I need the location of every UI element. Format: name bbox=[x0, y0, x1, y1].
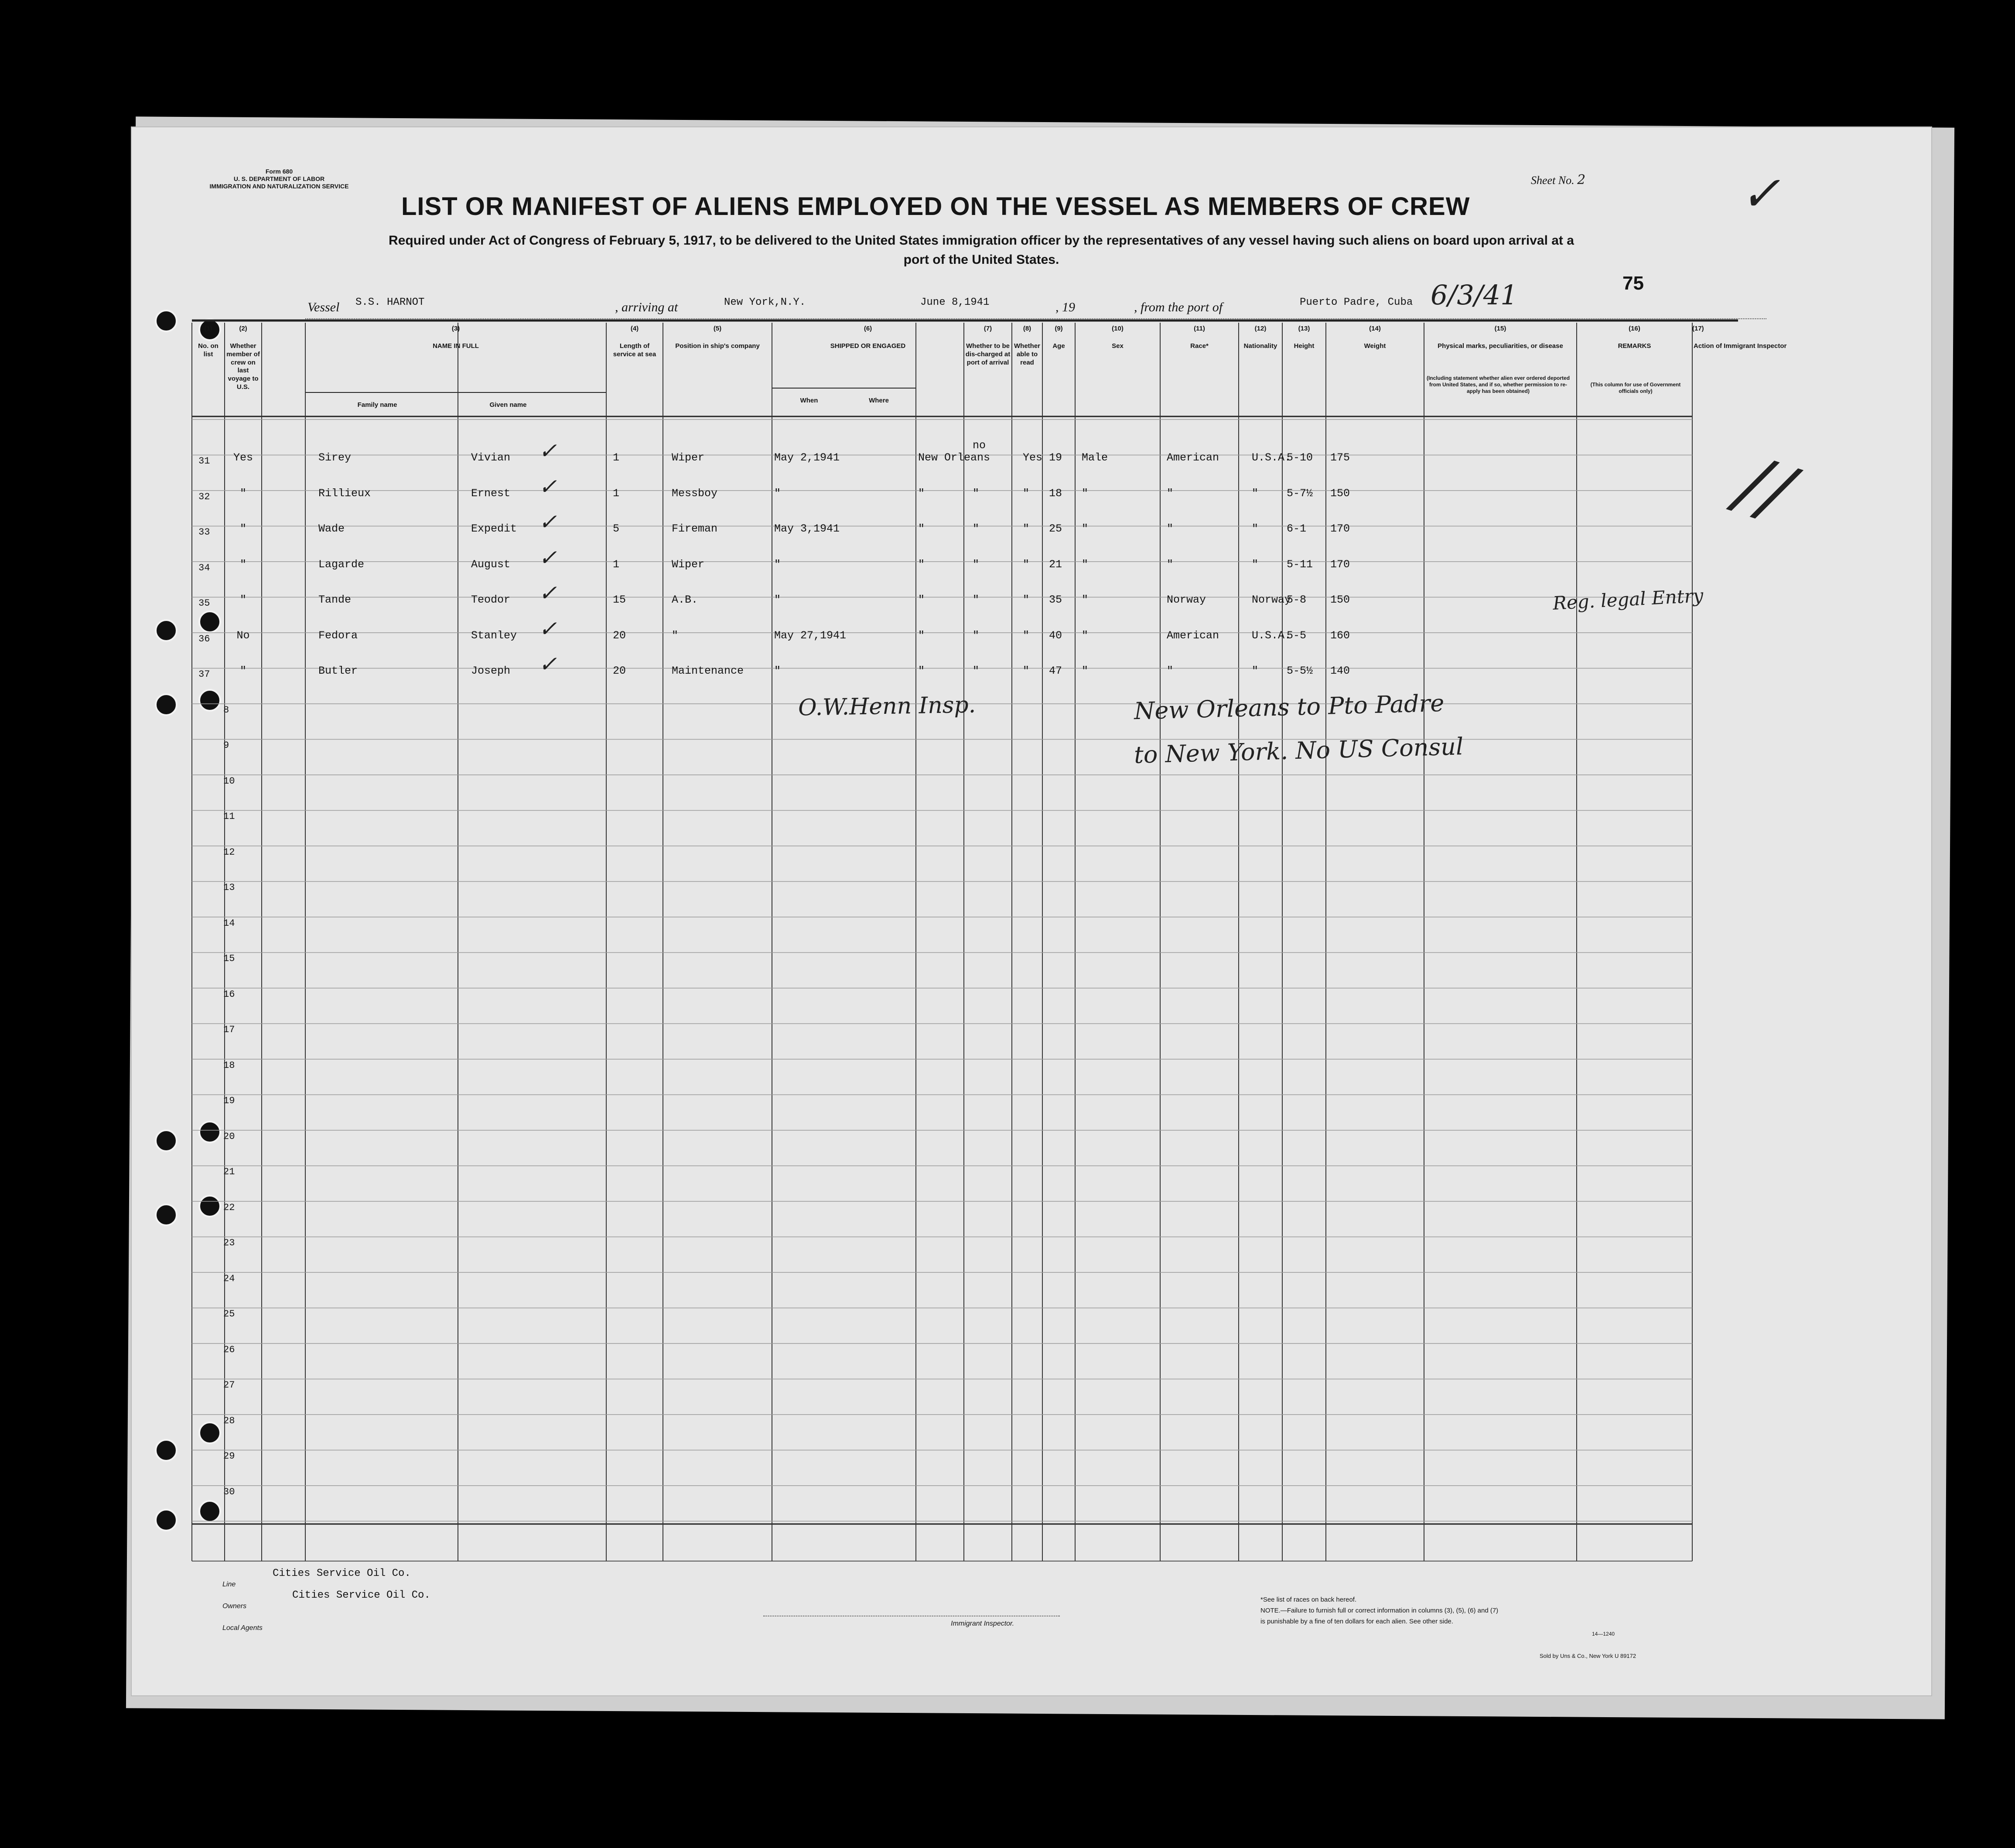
row-number: 34 bbox=[198, 562, 210, 573]
column-number: (12) bbox=[1254, 325, 1267, 332]
remarks-note: (Including statement whether alien ever ordered deported from United States, and if so, whether permission to re-apply has been obtained) bbox=[1426, 375, 1570, 394]
column-number: (3) bbox=[451, 325, 460, 332]
length-of-service: 1 bbox=[613, 451, 620, 464]
column-header: Action of Immigrant Inspector bbox=[1694, 342, 1787, 350]
empty-row-number: 14 bbox=[223, 917, 235, 929]
from-label: , from the port of bbox=[1134, 300, 1223, 314]
sex: " bbox=[1082, 487, 1089, 500]
row-number: 36 bbox=[198, 633, 210, 644]
empty-row-number: 15 bbox=[223, 953, 235, 964]
column-number: (11) bbox=[1194, 325, 1205, 332]
where-subhead: Where bbox=[869, 397, 889, 404]
handwritten-date: 6/3/41 bbox=[1431, 279, 1518, 311]
family-name: Rillieux bbox=[318, 487, 371, 500]
empty-row-number: 13 bbox=[223, 882, 235, 893]
owners-label: Owners bbox=[222, 1603, 247, 1610]
route-note-line-2: to New York. No US Consul bbox=[1134, 733, 1464, 769]
check-mark-icon: ✓ bbox=[539, 438, 557, 464]
family-name-subhead: Family name bbox=[357, 401, 397, 409]
column-header: Height bbox=[1294, 342, 1315, 350]
length-of-service: 1 bbox=[613, 487, 620, 500]
crew-last-voyage: Yes bbox=[233, 451, 253, 464]
column-number: (2) bbox=[239, 325, 247, 332]
family-name: Wade bbox=[318, 522, 345, 535]
form-number: Form 680 bbox=[265, 168, 293, 175]
age: 21 bbox=[1049, 558, 1062, 571]
owners-value: Cities Service Oil Co. bbox=[292, 1589, 430, 1601]
weight: 170 bbox=[1330, 558, 1350, 571]
check-mark-icon: ✓ bbox=[539, 474, 557, 499]
print-code: 14—1240 bbox=[1592, 1631, 1615, 1637]
subtitle-line-2: port of the United States. bbox=[903, 252, 1059, 267]
when-subhead: When bbox=[800, 397, 818, 404]
given-name: Teodor bbox=[471, 593, 511, 606]
empty-row-number: 25 bbox=[223, 1309, 235, 1320]
height: 6-1 bbox=[1287, 522, 1307, 535]
seller-imprint: Sold by Uns & Co., New York U 89172 bbox=[1540, 1653, 1636, 1659]
length-of-service: 5 bbox=[613, 522, 620, 535]
empty-row-number: 29 bbox=[223, 1451, 235, 1462]
department: U. S. DEPARTMENT OF LABOR bbox=[233, 175, 325, 182]
crew-last-voyage: No bbox=[236, 629, 250, 642]
able-to-read: Yes bbox=[1023, 451, 1043, 464]
column-number: (16) bbox=[1629, 325, 1640, 332]
tally-mark: // bbox=[1728, 439, 1803, 537]
column-number: (8) bbox=[1023, 325, 1031, 332]
race: " bbox=[1167, 487, 1174, 500]
inspector-label: Immigrant Inspector. bbox=[951, 1620, 1014, 1627]
discharged: no bbox=[973, 439, 986, 452]
able-to-read: " bbox=[1023, 487, 1030, 500]
empty-row-number: 9 bbox=[223, 740, 229, 751]
nationality: U.S.A. bbox=[1252, 451, 1291, 464]
row-number: 31 bbox=[198, 456, 210, 467]
family-name: Lagarde bbox=[318, 558, 365, 571]
remark-legal-entry: Reg. legal Entry bbox=[1552, 584, 1704, 614]
sex: " bbox=[1082, 522, 1089, 535]
crew-last-voyage: " bbox=[239, 522, 246, 535]
position: Messboy bbox=[672, 487, 718, 500]
row-number: 37 bbox=[198, 669, 210, 680]
race: " bbox=[1167, 665, 1174, 677]
given-name: Stanley bbox=[471, 629, 517, 642]
able-to-read: " bbox=[1023, 522, 1030, 535]
line-label: Line bbox=[222, 1581, 236, 1588]
empty-row-number: 12 bbox=[223, 846, 235, 858]
column-header: REMARKS bbox=[1618, 342, 1651, 350]
action-note: (This column for use of Government officials only) bbox=[1590, 382, 1681, 394]
column-header: Whether member of crew on last voyage to U.S. bbox=[226, 342, 260, 391]
shipped-where: New Orleans bbox=[918, 451, 990, 464]
discharged: " bbox=[973, 522, 980, 535]
column-header: Physical marks, peculiarities, or disease bbox=[1438, 342, 1563, 350]
check-mark-icon: ✓ bbox=[539, 616, 557, 641]
weight: 175 bbox=[1330, 451, 1350, 464]
weight: 150 bbox=[1330, 593, 1350, 606]
position: Wiper bbox=[672, 558, 705, 571]
height: 5-5½ bbox=[1287, 665, 1313, 677]
empty-row-number: 26 bbox=[223, 1344, 235, 1355]
height: 5-10 bbox=[1287, 451, 1313, 464]
race: Norway bbox=[1167, 593, 1206, 606]
note-failure: NOTE.—Failure to furnish full or correct information in columns (3), (5), (6) and (7) bbox=[1260, 1607, 1499, 1614]
column-number: (6) bbox=[864, 325, 872, 332]
column-number: (14) bbox=[1369, 325, 1381, 332]
column-header: Age bbox=[1052, 342, 1065, 350]
length-of-service: 20 bbox=[613, 665, 626, 677]
empty-row-number: 10 bbox=[223, 775, 235, 787]
length-of-service: 1 bbox=[613, 558, 620, 571]
column-number: (7) bbox=[984, 325, 992, 332]
check-mark-icon: ✓ bbox=[539, 509, 557, 535]
race: American bbox=[1167, 451, 1219, 464]
shipped-when: May 3,1941 bbox=[774, 522, 840, 535]
height: 5-5 bbox=[1287, 629, 1307, 642]
race: American bbox=[1167, 629, 1219, 642]
discharged: " bbox=[973, 629, 980, 642]
empty-row-number: 17 bbox=[223, 1024, 235, 1035]
nationality: U.S.A. bbox=[1252, 629, 1291, 642]
vessel-name: S.S. HARNOT bbox=[355, 297, 425, 308]
column-number: (10) bbox=[1112, 325, 1124, 332]
shipped-when: May 2,1941 bbox=[774, 451, 840, 464]
row-number: 32 bbox=[198, 491, 210, 502]
column-header: Length of service at sea bbox=[613, 342, 656, 358]
position: Wiper bbox=[672, 451, 705, 464]
empty-row-number: 21 bbox=[223, 1166, 235, 1177]
crew-last-voyage: " bbox=[239, 558, 246, 571]
discharged: " bbox=[973, 558, 980, 571]
empty-row-number: 22 bbox=[223, 1202, 235, 1213]
height: 5-7½ bbox=[1287, 487, 1313, 500]
family-name: Fedora bbox=[318, 629, 358, 642]
empty-row-number: 28 bbox=[223, 1415, 235, 1426]
weight: 150 bbox=[1330, 487, 1350, 500]
column-header: Whether to be dis-charged at port of arrival bbox=[965, 342, 1011, 366]
page-number: 75 bbox=[1622, 273, 1644, 294]
empty-row-number: 8 bbox=[223, 704, 229, 716]
sheet-label: Sheet No. bbox=[1531, 174, 1574, 187]
able-to-read: " bbox=[1023, 558, 1030, 571]
shipped-where: " bbox=[918, 487, 925, 500]
shipped-where: " bbox=[918, 629, 925, 642]
column-number: (1) bbox=[204, 325, 212, 332]
family-name: Tande bbox=[318, 593, 352, 606]
position: A.B. bbox=[672, 593, 698, 606]
position: Fireman bbox=[672, 522, 718, 535]
column-number: (13) bbox=[1298, 325, 1310, 332]
given-name: Ernest bbox=[471, 487, 511, 500]
arriving-port: New York,N.Y. bbox=[724, 297, 806, 308]
age: 25 bbox=[1049, 522, 1062, 535]
crew-last-voyage: " bbox=[239, 487, 246, 500]
subtitle-line-1: Required under Act of Congress of February 5, 1917, to be delivered to the United States immigration officer by the representatives of any vessel having such aliens on board upon arrival at a bbox=[389, 233, 1574, 248]
from-port: Puerto Padre, Cuba bbox=[1300, 297, 1413, 308]
position: Maintenance bbox=[672, 665, 744, 677]
column-header: Weight bbox=[1364, 342, 1386, 350]
note-fine: is punishable by a fine of ten dollars for each alien. See other side. bbox=[1260, 1618, 1453, 1625]
given-name: August bbox=[471, 558, 511, 571]
shipped-where: " bbox=[918, 522, 925, 535]
column-number: (4) bbox=[630, 325, 639, 332]
local-agents-label: Local Agents bbox=[222, 1624, 263, 1632]
empty-row-number: 27 bbox=[223, 1380, 235, 1391]
empty-row-number: 18 bbox=[223, 1060, 235, 1071]
family-name: Butler bbox=[318, 665, 358, 677]
shipped-where: " bbox=[918, 665, 925, 677]
sex: " bbox=[1082, 629, 1089, 642]
age: 47 bbox=[1049, 665, 1062, 677]
able-to-read: " bbox=[1023, 629, 1030, 642]
sex: Male bbox=[1082, 451, 1108, 464]
check-mark-icon: ✓ bbox=[539, 545, 557, 570]
able-to-read: " bbox=[1023, 665, 1030, 677]
given-name: Expedit bbox=[471, 522, 517, 535]
column-number: (15) bbox=[1494, 325, 1506, 332]
column-header: No. on list bbox=[198, 342, 219, 358]
age: 18 bbox=[1049, 487, 1062, 500]
empty-row-number: 11 bbox=[223, 811, 235, 822]
page-title: LIST OR MANIFEST OF ALIENS EMPLOYED ON THE VESSEL AS MEMBERS OF CREW bbox=[401, 192, 1470, 221]
age: 40 bbox=[1049, 629, 1062, 642]
column-number: (9) bbox=[1055, 325, 1063, 332]
able-to-read: " bbox=[1023, 593, 1030, 606]
discharged: " bbox=[973, 665, 980, 677]
sex: " bbox=[1082, 593, 1089, 606]
column-header: Race* bbox=[1190, 342, 1209, 350]
column-header: SHIPPED OR ENGAGED bbox=[830, 342, 906, 350]
column-header: Nationality bbox=[1243, 342, 1277, 350]
weight: 160 bbox=[1330, 629, 1350, 642]
column-number: (5) bbox=[713, 325, 722, 332]
shipped-when: May 27,1941 bbox=[774, 629, 847, 642]
family-name: Sirey bbox=[318, 451, 352, 464]
crew-last-voyage: " bbox=[239, 665, 246, 677]
arriving-label: , arriving at bbox=[615, 300, 678, 314]
sex: " bbox=[1082, 558, 1089, 571]
arrival-date: June 8,1941 bbox=[920, 297, 990, 308]
empty-row-number: 20 bbox=[223, 1131, 235, 1142]
weight: 170 bbox=[1330, 522, 1350, 535]
row-number: 35 bbox=[198, 598, 210, 609]
column-header: Position in ship's company bbox=[675, 342, 760, 350]
weight: 140 bbox=[1330, 665, 1350, 677]
check-mark-icon: ✓ bbox=[539, 580, 557, 606]
given-name-subhead: Given name bbox=[489, 401, 527, 409]
empty-row-number: 19 bbox=[223, 1095, 235, 1106]
shipped-when: " bbox=[774, 487, 781, 500]
discharged: " bbox=[973, 593, 980, 606]
length-of-service: 20 bbox=[613, 629, 626, 642]
line-value: Cities Service Oil Co. bbox=[273, 1568, 411, 1579]
height: 5-11 bbox=[1287, 558, 1313, 571]
position: " bbox=[672, 629, 679, 642]
length-of-service: 15 bbox=[613, 593, 626, 606]
shipped-when: " bbox=[774, 558, 781, 571]
vessel-label: Vessel bbox=[307, 300, 340, 314]
nationality: " bbox=[1252, 665, 1259, 677]
height: 5-8 bbox=[1287, 593, 1307, 606]
check-mark-icon: ✓ bbox=[539, 651, 557, 677]
inspector-signature: O.W.Henn Insp. bbox=[798, 692, 976, 721]
crew-last-voyage: " bbox=[239, 593, 246, 606]
service: IMMIGRATION AND NATURALIZATION SERVICE bbox=[209, 182, 349, 190]
column-header: Whether able to read bbox=[1014, 342, 1040, 366]
shipped-where: " bbox=[918, 593, 925, 606]
row-number: 33 bbox=[198, 527, 210, 538]
given-name: Vivian bbox=[471, 451, 511, 464]
empty-row-number: 16 bbox=[223, 989, 235, 1000]
shipped-when: " bbox=[774, 593, 781, 606]
nationality: " bbox=[1252, 522, 1259, 535]
empty-row-number: 30 bbox=[223, 1486, 235, 1497]
route-note-line-1: New Orleans to Pto Padre bbox=[1134, 689, 1445, 725]
sheet-number: 2 bbox=[1577, 172, 1586, 188]
discharged: " bbox=[973, 487, 980, 500]
column-header: Sex bbox=[1112, 342, 1124, 350]
nationality: " bbox=[1252, 487, 1259, 500]
empty-row-number: 23 bbox=[223, 1238, 235, 1248]
year-label: , 19 bbox=[1055, 300, 1075, 314]
nationality: Norway bbox=[1252, 593, 1291, 606]
sex: " bbox=[1082, 665, 1089, 677]
race: " bbox=[1167, 558, 1174, 571]
column-header: NAME IN FULL bbox=[433, 342, 479, 350]
shipped-where: " bbox=[918, 558, 925, 571]
given-name: Joseph bbox=[471, 665, 511, 677]
check-mark-large: ✓ bbox=[1740, 166, 1781, 222]
age: 35 bbox=[1049, 593, 1062, 606]
nationality: " bbox=[1252, 558, 1259, 571]
race: " bbox=[1167, 522, 1174, 535]
empty-row-number: 24 bbox=[223, 1273, 235, 1284]
shipped-when: " bbox=[774, 665, 781, 677]
age: 19 bbox=[1049, 451, 1062, 464]
note-races: *See list of races on back hereof. bbox=[1260, 1596, 1357, 1603]
